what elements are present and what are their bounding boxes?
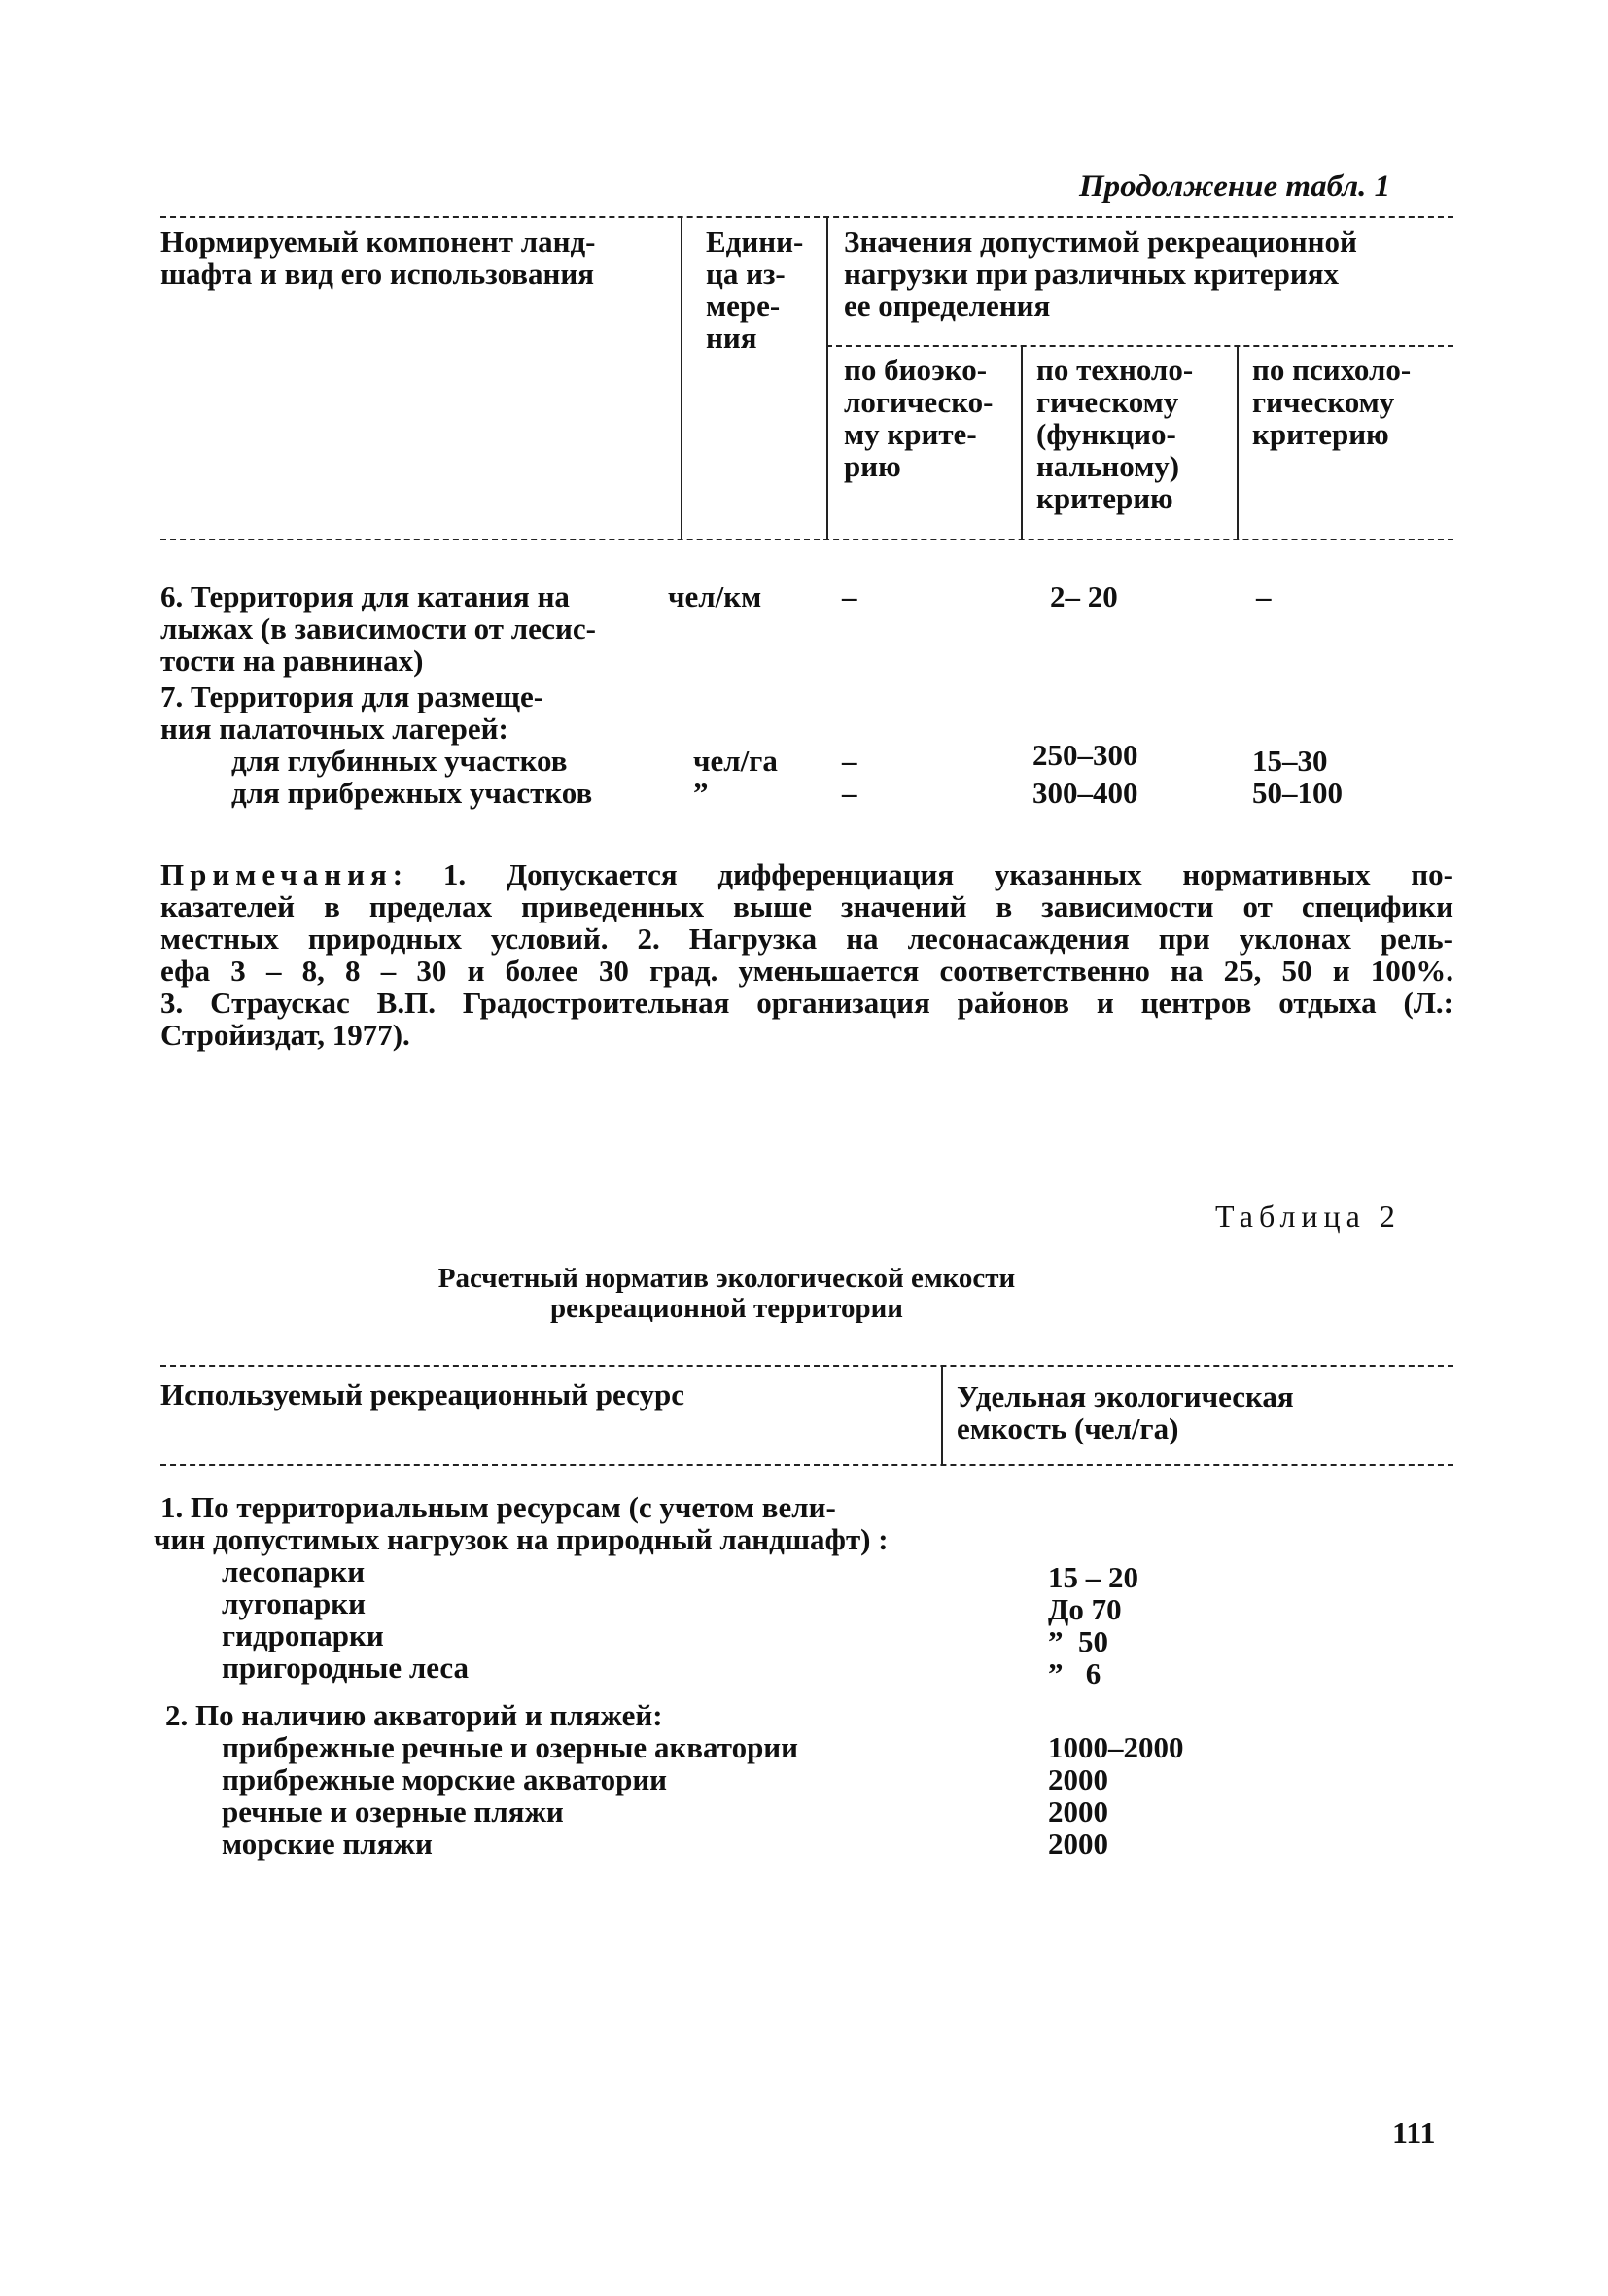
table1-row-7b-tech: 300–400 [1032,776,1138,810]
table1-row-7a-name: для глубинных участков [231,744,568,778]
notes-line-6: Стройиздат, 1977). [160,1018,410,1052]
continuation-label: Продолжение табл. 1 [1079,169,1391,204]
table2-row-name: прибрежные речные и озерные акватории [222,1730,799,1764]
table2-row-name: лугопарки [222,1586,367,1620]
table2-row-value: 2000 [1048,1762,1108,1796]
table2-row-name: 1. По территориальным ресурсам (с учетом вели- [160,1490,836,1524]
table2-row-name: лесопарки [222,1554,366,1588]
table2-title [160,1264,1453,1324]
table2-row-name: прибрежные морские акватории [222,1762,668,1796]
table2-row-name: чин допустимых нагрузок на природный ландшафт) : [154,1522,889,1556]
table1-row-7-name: 7. Территория для размеще- ния палаточных лагерей: [160,679,544,746]
table2-row-value: ” 6 [1048,1656,1101,1690]
table2-row-name: пригородные леса [222,1651,470,1685]
notes-line-3: местных природных условий. 2. Нагрузка на лесонасаждения при уклонах рель- [160,922,1453,956]
table2-row-name: 2. По наличию акваторий и пляжей: [165,1698,663,1732]
table1-header-bottom-rule [160,539,1453,540]
table2-row-value: ” 50 [1048,1624,1108,1658]
notes-line-5: 3. Страускас В.П. Градостроительная организация районов и центров отдыха (Л.: [160,986,1453,1020]
notes-label: Примечания [160,857,393,891]
table1-col-divider-3 [1021,345,1023,539]
notes-line-2: казателей в пределах приведенных выше значений в зависимости от специфики [160,889,1453,923]
table1-header-values-group: Значения допустимой рекреационной нагрузки при различных критериях ее определения [844,225,1357,323]
table2-top-rule [160,1365,1453,1367]
table1-row-7a-unit: чел/га [693,744,778,778]
table2-row-value: 2000 [1048,1826,1108,1861]
table2-row-value: 15 – 20 [1048,1560,1138,1594]
table1-header-tech: по техноло- гическому (функцио- нальному) критерию [1036,353,1194,515]
table1-row-6-psych: – [1256,579,1272,613]
table2-row-value: 1000–2000 [1048,1730,1184,1764]
table2-row-name: гидропарки [222,1618,384,1652]
table1-row-7a-psych: 15–30 [1252,744,1328,778]
table1-header-psych: по психоло- гическому критерию [1252,353,1412,451]
table1-row-7b-psych: 50–100 [1252,776,1343,810]
notes-block [160,858,1453,1051]
table1-row-7b-bio: – [842,776,857,810]
table2-row-name: речные и озерные пляжи [222,1794,564,1828]
table1-row-7b-unit: ” [693,776,709,810]
table2-title-line-2: рекреационной территории [550,1293,903,1324]
table1-col-divider-2 [826,216,828,539]
notes-line-4: ефа 3 – 8, 8 – 30 и более 30 град. уменьшается соответственно на 25, 50 и 100%. [160,954,1453,988]
table1-row-6-tech: 2– 20 [1050,579,1118,613]
table2-row-value: До 70 [1048,1592,1122,1626]
table1-row-6-bio: – [842,579,857,613]
page-number: 111 [1392,2115,1436,2150]
table1-header-bio: по биоэко- логическо- му крите- рию [844,353,994,483]
table1-header-unit: Едини- ца из- мере- ния [706,225,804,355]
table2-label: Таблица 2 [1215,1199,1401,1234]
table2-row-name: морские пляжи [222,1826,433,1861]
table1-top-rule [160,216,1453,218]
table1-row-6-name: 6. Территория для катания на лыжах (в зависимости от лесис- тости на равнинах) [160,579,596,678]
table2-col-divider [941,1365,943,1464]
notes-line-1: : 1. Допускается дифференциация указанных нормативных по- [392,857,1453,891]
table1-row-7a-tech: 250–300 [1032,738,1138,772]
table2-header-resource: Используемый рекреационный ресурс [160,1377,685,1411]
table2-header-capacity: Удельная экологическая емкость (чел/га) [957,1379,1294,1445]
table1-subheader-rule [826,345,1453,347]
table1-col-divider-1 [681,216,682,539]
table1-row-6-unit: чел/км [668,579,762,613]
table1-header-component: Нормируемый компонент ланд- шафта и вид его использования [160,225,596,291]
table2-title-line-1: Расчетный норматив экологической емкости [437,1263,1016,1294]
table1-col-divider-4 [1237,345,1239,539]
table1-row-7a-bio: – [842,744,857,778]
table1-row-7b-name: для прибрежных участков [231,776,593,810]
table2-header-bottom-rule [160,1464,1453,1466]
table2-row-value: 2000 [1048,1794,1108,1828]
